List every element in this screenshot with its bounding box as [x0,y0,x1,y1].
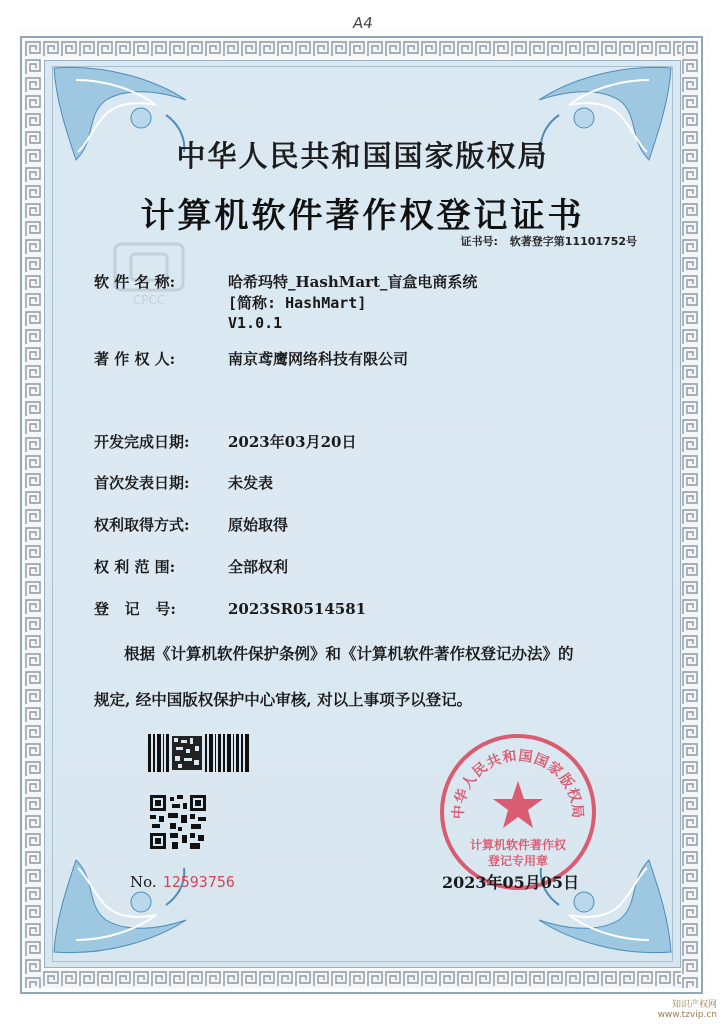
software-short-name: [简称: HashMart] [228,294,367,312]
field-development-date [94,431,357,452]
field-first-publish-date [94,472,273,493]
issuer-title: 中华人民共和国国家版权局 [176,139,549,173]
registration-number-label: 登 记 号: [94,600,176,618]
field-owner [94,348,408,369]
greek-border-bottom [24,970,699,988]
software-version: V1.0.1 [228,314,283,332]
publish-date-label: 首次发表日期: [94,474,190,492]
barcode-image [148,734,250,772]
svg-text:CPCC: CPCC [132,293,166,307]
serial-number-label: No. [130,873,157,891]
acquisition-method-value: 原始取得 [228,516,289,534]
owner-value: 南京鸢鹰网络科技有限公司 [228,350,409,368]
serial-number [130,873,235,891]
certificate-number-value: 软著登字第11101752号 [509,235,637,248]
serial-number-value: 12593756 [162,873,235,891]
seal-inner-line-2: 登记专用章 [487,854,549,868]
seal-inner-line-1: 计算机软件著作权 [469,838,567,852]
certificate-title: 计算机软件著作权登记证书 [140,196,585,236]
statement-line-2: 规定, 经中国版权保护中心审核, 对以上事项予以登记。 [94,690,473,709]
development-date-label: 开发完成日期: [94,433,190,451]
software-name-label: 软 件 名 称: [94,273,176,291]
software-name-value: 哈希玛特_HashMart_盲盒电商系统 [228,273,478,291]
publish-date-value: 未发表 [228,474,274,492]
footer-site-name: 知识产权网 [671,1000,717,1010]
greek-border-left [24,40,42,988]
handwritten-note: A4 [351,14,375,32]
field-acquisition-method [94,514,288,535]
registration-number-value: 2023SR0514581 [228,600,367,618]
qr-code-image [150,795,206,849]
corner-ornament-bottom-left [46,850,196,960]
field-registration-number [94,598,366,619]
certificate-number-label: 证书号: [460,235,498,248]
acquisition-method-label: 权利取得方式: [94,516,190,534]
seal-ring-text: 中华人民共和国国家版权局 [450,748,586,820]
certificate-number [461,233,637,249]
greek-border-right [681,40,699,988]
official-seal-stamp [437,731,599,893]
footer-site-url: www.tzvip.cn [657,1010,717,1020]
footer-site-mark [658,1000,717,1020]
greek-border-top [24,40,699,58]
field-rights-scope [94,556,288,577]
development-date-value: 2023年03月20日 [228,433,357,451]
owner-label: 著 作 权 人: [94,350,176,368]
field-software-name [94,271,477,292]
rights-scope-value: 全部权利 [228,558,289,576]
issue-date: 2023年05月05日 [442,873,580,892]
statement-line-1: 根据《计算机软件保护条例》和《计算机软件著作权登记办法》的 [124,644,574,663]
rights-scope-label: 权 利 范 围: [94,558,176,576]
